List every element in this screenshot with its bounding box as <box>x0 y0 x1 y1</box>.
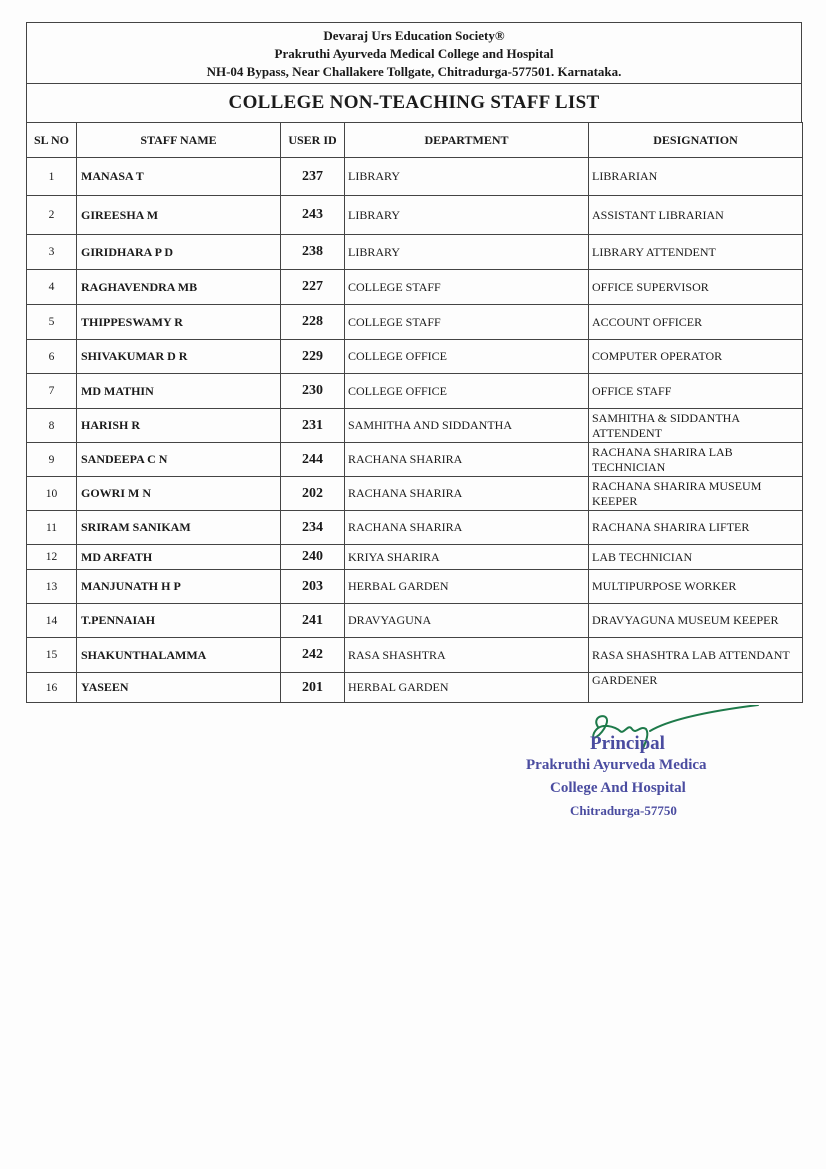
cell-name: YASEEN <box>77 673 281 703</box>
table-row <box>27 374 803 409</box>
col-user-id: USER ID <box>281 123 345 158</box>
cell-department: RACHANA SHARIRA <box>345 443 589 477</box>
table-row <box>27 545 803 570</box>
cell-sl: 14 <box>27 604 77 638</box>
table-row <box>27 477 803 511</box>
table-row <box>27 673 803 703</box>
cell-user-id: 201 <box>281 673 345 703</box>
cell-user-id: 231 <box>281 409 345 443</box>
cell-sl: 3 <box>27 235 77 270</box>
cell-sl: 15 <box>27 638 77 673</box>
cell-department: LIBRARY <box>345 235 589 270</box>
cell-designation: LAB TECHNICIAN <box>589 545 803 570</box>
stamp-college: Prakruthi Ayurveda Medica <box>526 757 707 773</box>
table-header-row <box>27 123 803 158</box>
table-row <box>27 305 803 340</box>
cell-designation: LIBRARIAN <box>589 158 803 196</box>
cell-user-id: 234 <box>281 511 345 545</box>
cell-name: MANJUNATH H P <box>77 570 281 604</box>
cell-designation: GARDENER <box>589 673 803 703</box>
cell-name: GIRIDHARA P D <box>77 235 281 270</box>
cell-sl: 13 <box>27 570 77 604</box>
cell-name: SHIVAKUMAR D R <box>77 340 281 374</box>
cell-name: RAGHAVENDRA MB <box>77 270 281 305</box>
cell-department: COLLEGE OFFICE <box>345 374 589 409</box>
society-name: Devaraj Urs Education Society® <box>323 28 505 43</box>
col-department: DEPARTMENT <box>345 123 589 158</box>
table-row <box>27 235 803 270</box>
cell-user-id: 237 <box>281 158 345 196</box>
letterhead <box>26 22 802 84</box>
table-row <box>27 340 803 374</box>
cell-department: RACHANA SHARIRA <box>345 477 589 511</box>
cell-sl: 10 <box>27 477 77 511</box>
cell-user-id: 238 <box>281 235 345 270</box>
cell-name: MD MATHIN <box>77 374 281 409</box>
cell-department: RACHANA SHARIRA <box>345 511 589 545</box>
table-row <box>27 604 803 638</box>
cell-designation: RACHANA SHARIRA LAB TECHNICIAN <box>589 443 803 477</box>
cell-name: GIREESHA M <box>77 196 281 235</box>
cell-name: SHAKUNTHALAMMA <box>77 638 281 673</box>
cell-sl: 16 <box>27 673 77 703</box>
cell-user-id: 202 <box>281 477 345 511</box>
cell-designation: DRAVYAGUNA MUSEUM KEEPER <box>589 604 803 638</box>
stamp-principal: Principal <box>590 733 665 754</box>
table-row <box>27 638 803 673</box>
cell-sl: 4 <box>27 270 77 305</box>
col-designation: DESIGNATION <box>589 123 803 158</box>
cell-name: MD ARFATH <box>77 545 281 570</box>
cell-department: KRIYA SHARIRA <box>345 545 589 570</box>
cell-designation: OFFICE SUPERVISOR <box>589 270 803 305</box>
cell-designation: SAMHITHA & SIDDANTHA ATTENDENT <box>589 409 803 443</box>
cell-department: DRAVYAGUNA <box>345 604 589 638</box>
cell-sl: 7 <box>27 374 77 409</box>
cell-user-id: 227 <box>281 270 345 305</box>
col-sl-no: SL NO <box>27 123 77 158</box>
cell-department: HERBAL GARDEN <box>345 570 589 604</box>
stamp-city: Chitradurga-57750 <box>570 803 677 818</box>
cell-sl: 5 <box>27 305 77 340</box>
table-row <box>27 270 803 305</box>
cell-sl: 12 <box>27 545 77 570</box>
col-staff-name: STAFF NAME <box>77 123 281 158</box>
staff-table <box>26 122 803 703</box>
cell-user-id: 228 <box>281 305 345 340</box>
cell-designation: COMPUTER OPERATOR <box>589 340 803 374</box>
cell-user-id: 229 <box>281 340 345 374</box>
cell-designation: ACCOUNT OFFICER <box>589 305 803 340</box>
cell-name: HARISH R <box>77 409 281 443</box>
cell-designation: RACHANA SHARIRA MUSEUM KEEPER <box>589 477 803 511</box>
cell-sl: 9 <box>27 443 77 477</box>
cell-user-id: 243 <box>281 196 345 235</box>
college-address: NH-04 Bypass, Near Challakere Tollgate, Chitradurga-577501. Karnataka. <box>206 64 622 79</box>
cell-user-id: 242 <box>281 638 345 673</box>
cell-designation: RACHANA SHARIRA LIFTER <box>589 511 803 545</box>
cell-name: SRIRAM SANIKAM <box>77 511 281 545</box>
cell-designation: MULTIPURPOSE WORKER <box>589 570 803 604</box>
college-name: Prakruthi Ayurveda Medical College and Hospital <box>274 46 554 61</box>
cell-sl: 11 <box>27 511 77 545</box>
cell-designation: RASA SHASHTRA LAB ATTENDANT <box>589 638 803 673</box>
table-row <box>27 196 803 235</box>
cell-department: HERBAL GARDEN <box>345 673 589 703</box>
cell-user-id: 203 <box>281 570 345 604</box>
cell-designation: OFFICE STAFF <box>589 374 803 409</box>
table-row <box>27 570 803 604</box>
cell-sl: 2 <box>27 196 77 235</box>
cell-department: COLLEGE OFFICE <box>345 340 589 374</box>
cell-department: COLLEGE STAFF <box>345 305 589 340</box>
table-row <box>27 443 803 477</box>
cell-name: SANDEEPA C N <box>77 443 281 477</box>
cell-user-id: 240 <box>281 545 345 570</box>
cell-name: THIPPESWAMY R <box>77 305 281 340</box>
cell-user-id: 244 <box>281 443 345 477</box>
cell-designation: LIBRARY ATTENDENT <box>589 235 803 270</box>
cell-sl: 8 <box>27 409 77 443</box>
cell-department: LIBRARY <box>345 196 589 235</box>
cell-name: MANASA T <box>77 158 281 196</box>
cell-department: LIBRARY <box>345 158 589 196</box>
cell-user-id: 241 <box>281 604 345 638</box>
cell-department: COLLEGE STAFF <box>345 270 589 305</box>
cell-department: SAMHITHA AND SIDDANTHA <box>345 409 589 443</box>
cell-sl: 1 <box>27 158 77 196</box>
stamp-hospital: College And Hospital <box>550 780 686 796</box>
table-row <box>27 511 803 545</box>
cell-name: GOWRI M N <box>77 477 281 511</box>
cell-department: RASA SHASHTRA <box>345 638 589 673</box>
principal-signature-stamp <box>520 705 780 830</box>
cell-name: T.PENNAIAH <box>77 604 281 638</box>
table-row <box>27 409 803 443</box>
cell-user-id: 230 <box>281 374 345 409</box>
document-title: COLLEGE NON-TEACHING STAFF LIST <box>26 84 802 122</box>
cell-sl: 6 <box>27 340 77 374</box>
cell-designation: ASSISTANT LIBRARIAN <box>589 196 803 235</box>
table-row <box>27 158 803 196</box>
